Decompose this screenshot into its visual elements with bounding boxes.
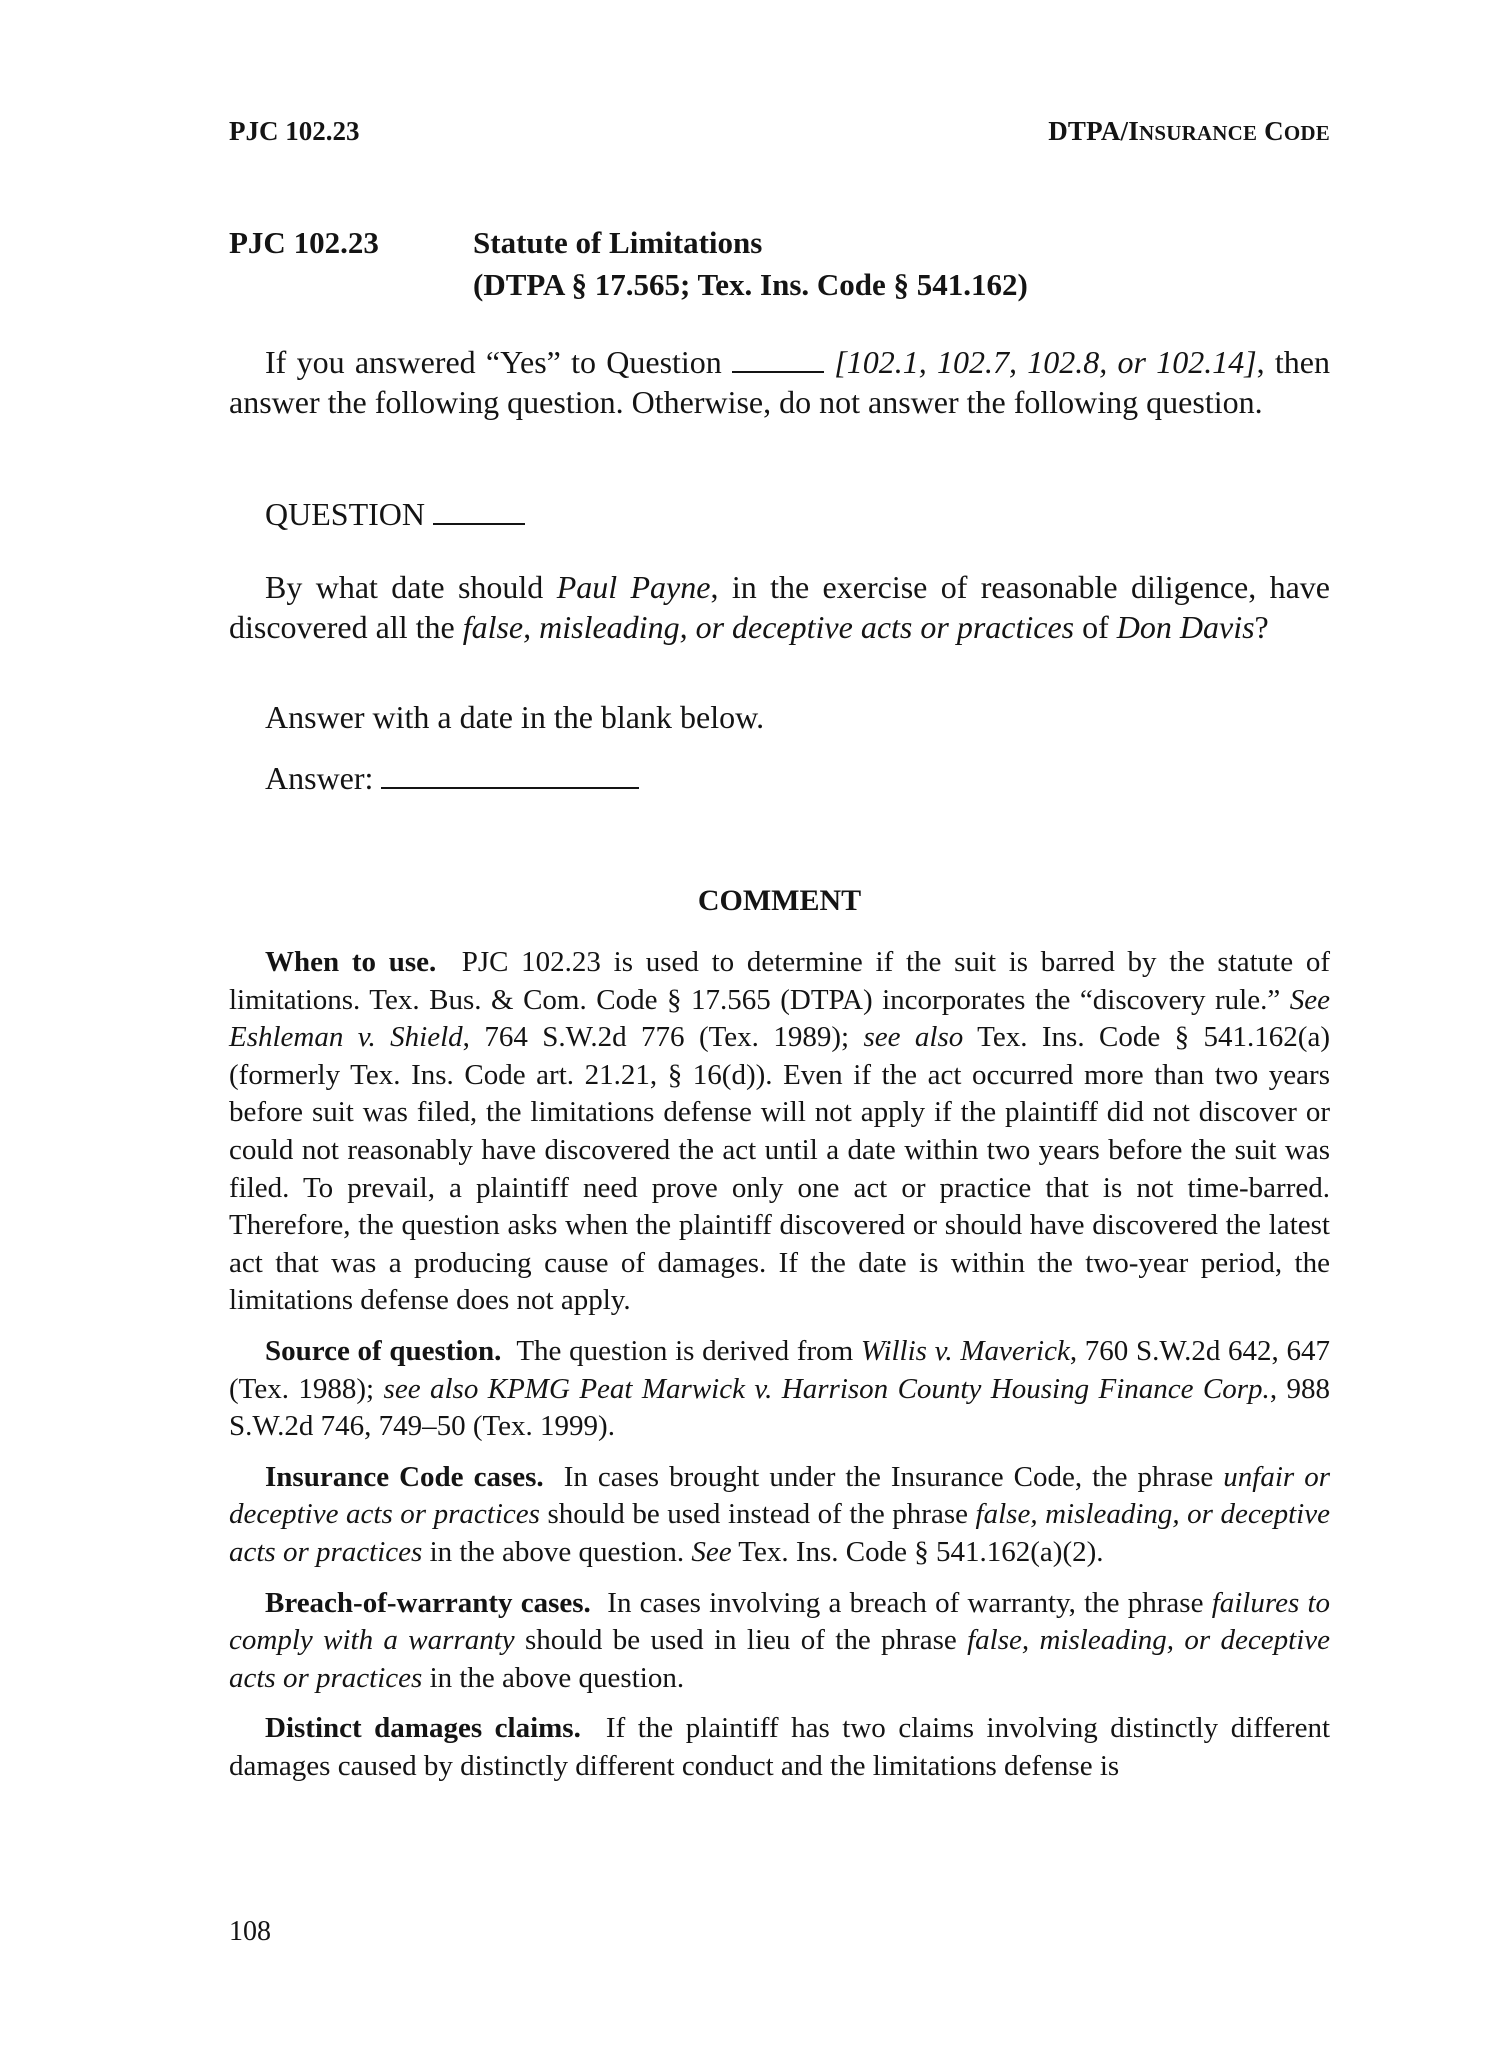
comment-heading: COMMENT bbox=[697, 884, 862, 917]
conditional-instruction: If you answered “Yes” to Question [102.1, 102.7, 102.8, or 102.14], then answer the following question. Otherwise, do not answer the following question. bbox=[229, 344, 1330, 420]
section-heading bbox=[473, 222, 1173, 306]
question-text: By what date should Paul Payne, in the exercise of reasonable diligence, have discovered all the false, misleading, or deceptive acts or practices of Don Davis? bbox=[229, 569, 1331, 645]
page-number: 108 bbox=[229, 1916, 271, 1947]
comment-source-of-question: Source of question. The question is derived from Willis v. Maverick, 760 S.W.2d 642, 647 (Tex. 1988); see also KPMG Peat Marwick v. Harrison County Housing Finance Corp., 988 S.W.2d 746, 749–50 (Tex. 1999). bbox=[229, 1334, 1331, 1443]
question-number-blank bbox=[732, 347, 824, 373]
running-header-right: DTPA/INSURANCE CODE bbox=[1048, 116, 1330, 146]
question-label: QUESTION bbox=[229, 494, 1330, 534]
comment-when-to-use: When to use. PJC 102.23 is used to determine if the suit is barred by the statute of limitations. Tex. Bus. & Com. Code § 17.565 (DTPA) incorporates the “discovery rule.” See Eshleman v. Shield, 764 S.W.2d 776 (Tex. 1989); see also Tex. Ins. Code § 541.162(a) (formerly Tex. Ins. Code art. 21.21, § 16(d)). Even if the act occurred more than two years before suit was filed, the limitations defense will not apply if the plaintiff did not discover or could not reasonably have discovered the act until a date within two years before the suit was filed. To prevail, a plaintiff need prove only one act or practice that is not time-barred. Therefore, the question asks when the plaintiff discovered or should have discovered the latest act that was a producing cause of damages. If the date is within the two-year period, the limitations defense does not apply. bbox=[229, 946, 1330, 1317]
comment-body bbox=[229, 944, 1330, 1798]
comment-insurance-code-cases: Insurance Code cases. In cases brought under the Insurance Code, the phrase unfair or deceptive acts or practices should be used instead of the phrase false, misleading, or deceptive acts or practices in the above question. See Tex. Ins. Code § 541.162(a)(2). bbox=[229, 1460, 1330, 1568]
comment-breach-of-warranty: Breach-of-warranty cases. In cases involving a breach of warranty, the phrase failures to comply with a warranty should be used in lieu of the phrase false, misleading, or deceptive acts or practices in the above question. bbox=[229, 1586, 1331, 1694]
question-label-blank bbox=[433, 499, 525, 525]
answer-instruction: Answer with a date in the blank below. bbox=[265, 699, 765, 735]
section-number: PJC 102.23 bbox=[229, 225, 379, 260]
running-header-left: PJC 102.23 bbox=[229, 116, 360, 146]
answer-line: Answer: bbox=[229, 758, 1330, 798]
answer-blank bbox=[381, 763, 639, 789]
section-heading-line2: (DTPA § 17.565; Tex. Ins. Code § 541.162) bbox=[473, 267, 1028, 302]
comment-distinct-damages: Distinct damages claims. If the plaintiff has two claims involving distinctly different damages caused by distinctly different conduct and the limitations defense is bbox=[229, 1712, 1331, 1782]
section-heading-line1: Statute of Limitations bbox=[473, 225, 763, 260]
